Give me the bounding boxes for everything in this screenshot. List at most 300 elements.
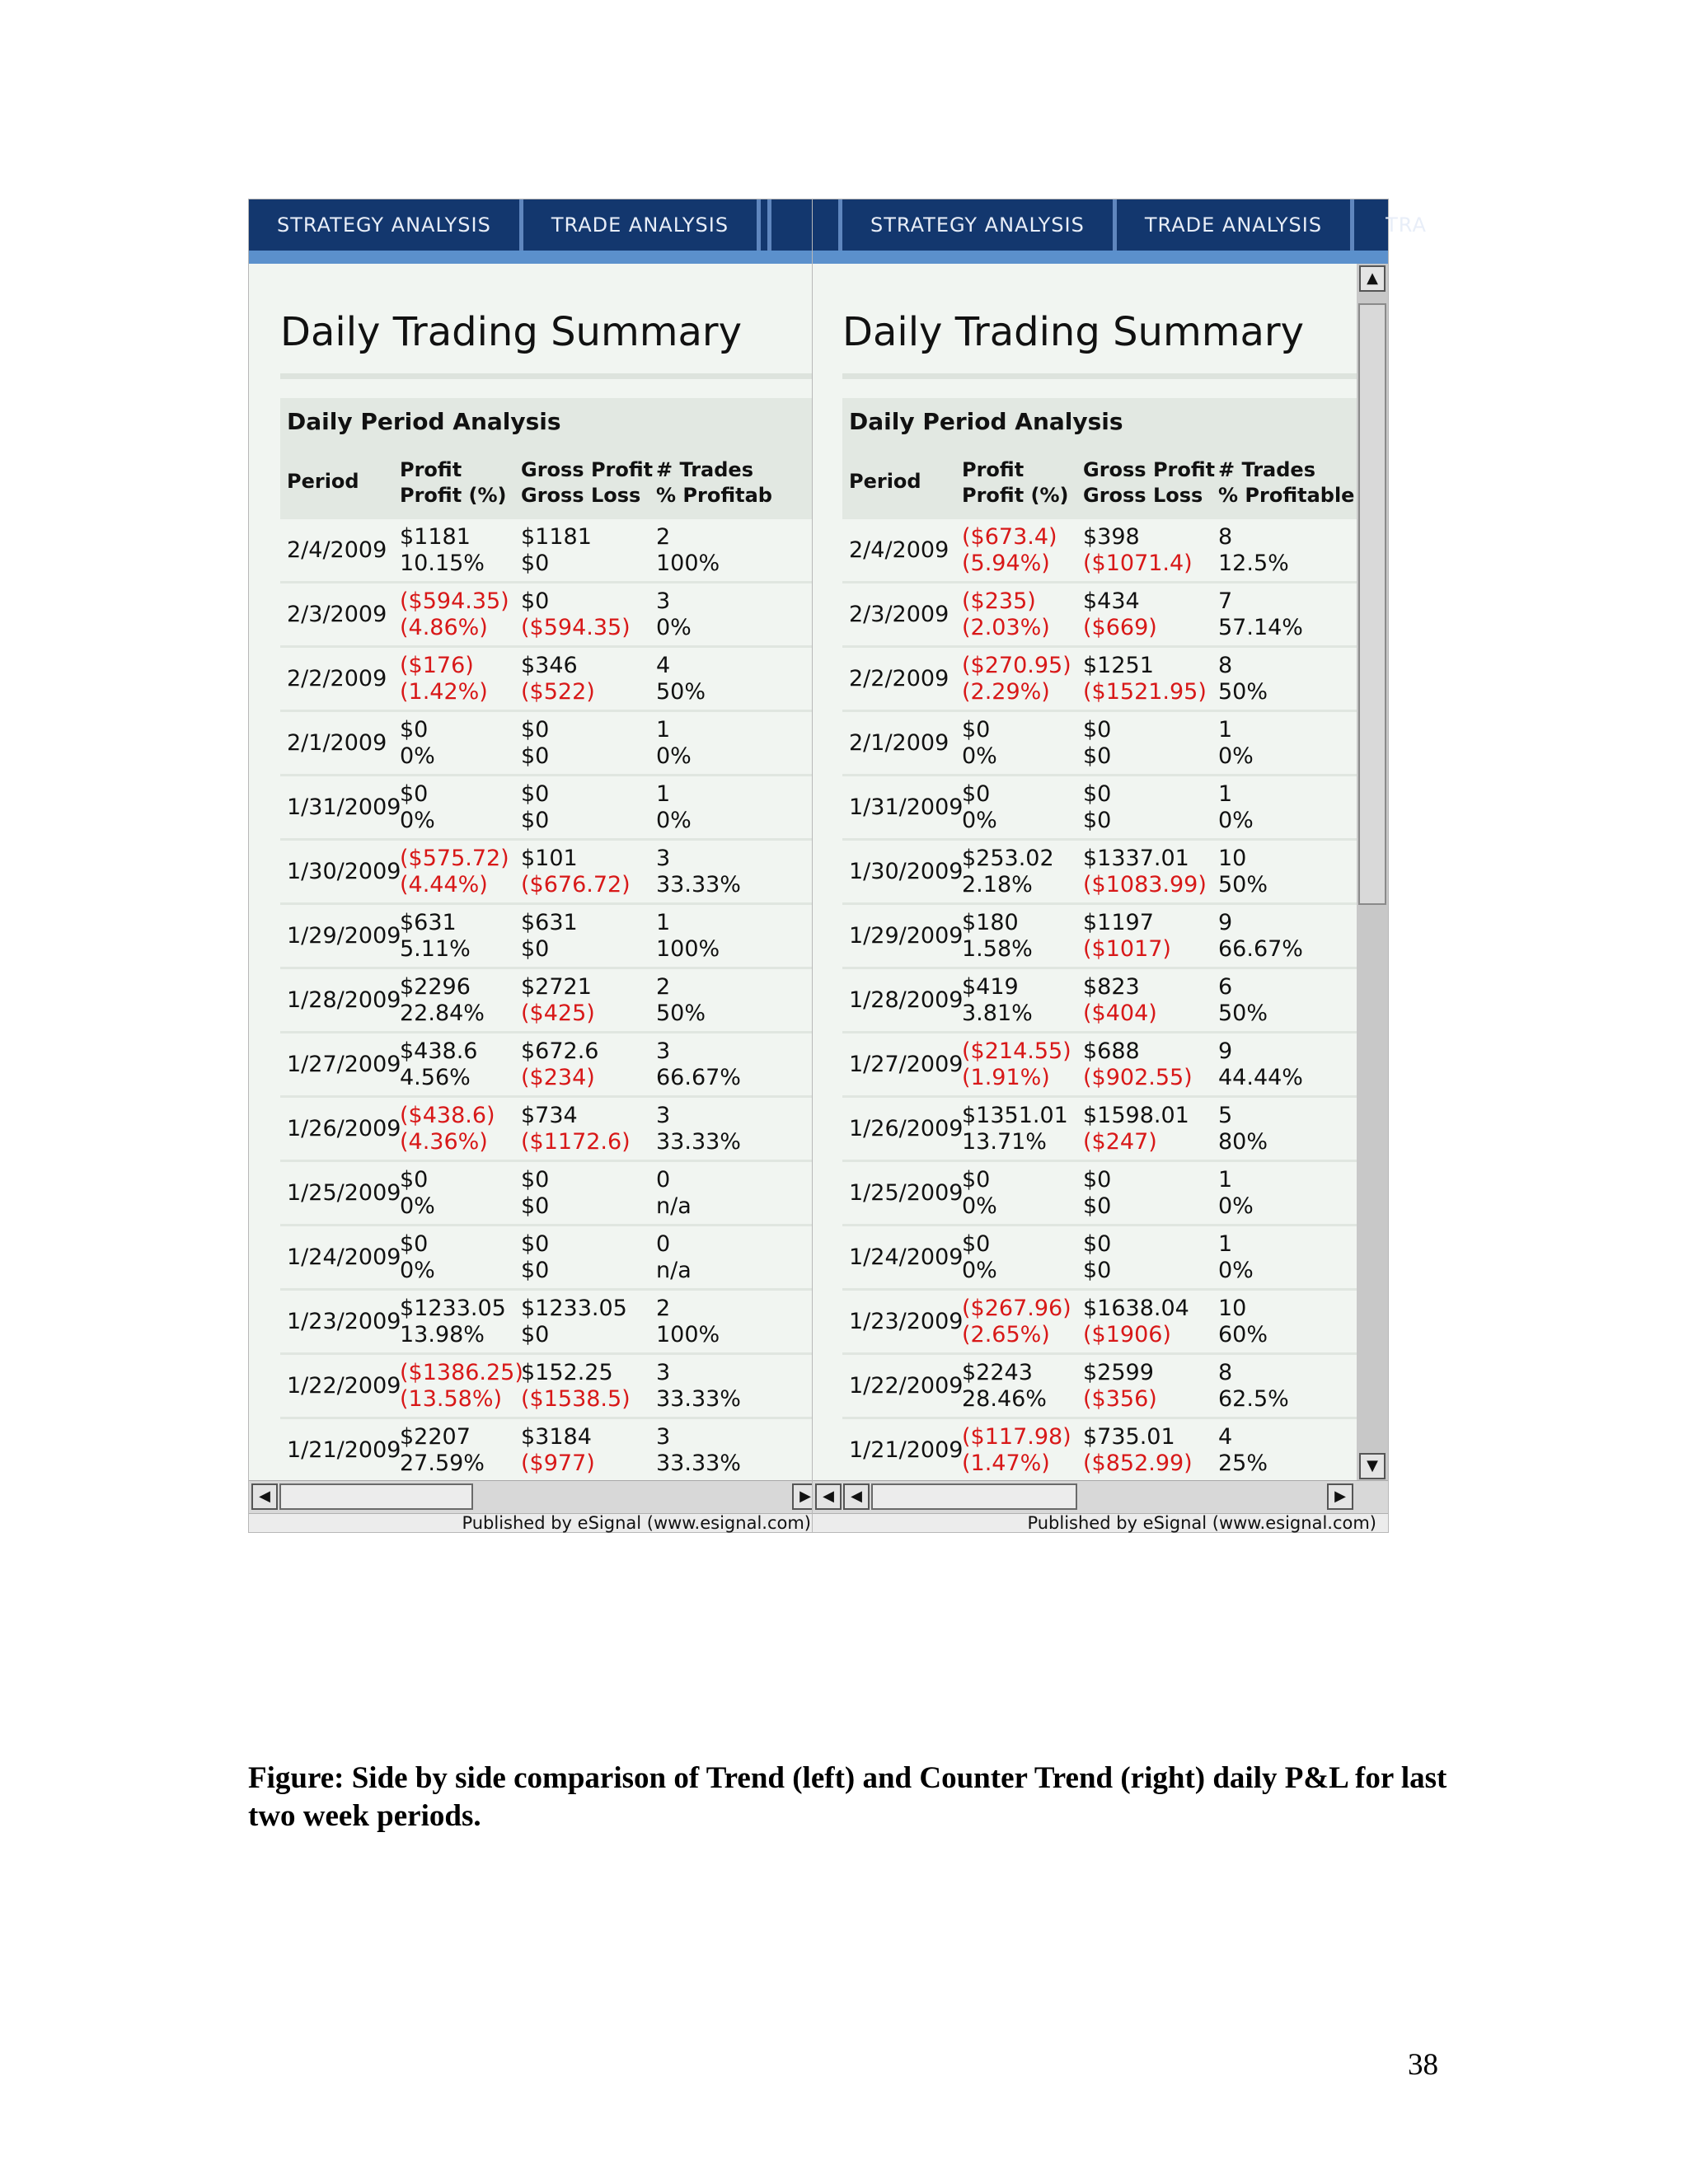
table-row [842,905,1358,969]
cell-profit [962,717,997,770]
cell-gross [1083,1424,1193,1477]
cell-trades [656,781,692,834]
cell-profit-pct: (1.91%) [962,1065,1050,1090]
section-header [280,398,823,449]
cell-gross-loss: ($1017) [1083,936,1171,962]
cell-gross-profit: $3184 [521,1424,592,1450]
scroll-thumb[interactable] [279,1483,473,1510]
cell-period: 2/2/2009 [849,666,950,691]
table-row [280,1033,823,1098]
cell-profit-pct: 0% [400,743,435,769]
cell-gross-loss: $0 [1083,808,1112,833]
cell-gross [1083,1231,1111,1284]
cell-trades: 1 [1218,1231,1233,1257]
cell-profit [962,524,1057,577]
cell-profit [400,524,485,577]
cell-profit: $0 [962,717,991,743]
cell-profit [962,974,1033,1027]
cell-trades: 1 [656,717,671,743]
cell-gross-profit: $2721 [521,974,592,1000]
table-row [280,1291,823,1355]
table-row [842,648,1358,712]
cell-gross [521,910,578,963]
tab-trade-analysis[interactable]: TRADE ANALYSIS [523,199,761,251]
cell-profit: $631 [400,910,457,935]
cell-profit-pct: 0% [962,1258,997,1283]
cell-pct-profitable: 0% [656,615,692,640]
cell-period: 1/23/2009 [287,1309,401,1334]
cell-period: 2/1/2009 [849,730,950,756]
cell-trades [1218,781,1254,834]
table-row [842,712,1358,776]
cell-gross-loss: ($669) [1083,615,1157,640]
cell-gross [1083,1167,1111,1220]
cell-gross [1083,1360,1157,1413]
cell-period: 1/25/2009 [849,1180,964,1206]
cell-trades: 1 [656,781,671,807]
cell-gross [521,1231,549,1284]
cell-profit [962,1231,997,1284]
cell-pct-profitable: 0% [656,743,692,769]
cell-profit: $180 [962,910,1019,935]
cell-pct-profitable: 33.33% [656,872,741,898]
cell-profit-pct: (1.42%) [400,679,488,705]
right-arrow-icon[interactable]: ▶ [792,1483,818,1510]
cell-gross-loss: $0 [521,936,550,962]
cell-trades: 8 [1218,524,1233,550]
cell-period: 1/31/2009 [287,794,401,820]
column-header-row [280,449,823,519]
right-arrow-icon[interactable]: ▶ [1327,1483,1353,1510]
cell-trades: 5 [1218,1103,1233,1128]
cell-profit: ($214.55) [962,1038,1071,1064]
cell-profit-pct: 10.15% [400,551,485,576]
col-pct-profitable: % Profitab [656,484,772,507]
cell-trades [656,1167,692,1220]
cell-gross-loss: ($1521.95) [1083,679,1207,705]
cell-profit-pct: 27.59% [400,1451,485,1476]
cell-profit-pct: (2.65%) [962,1322,1050,1347]
cell-trades [1218,1103,1268,1155]
cell-profit-pct: 22.84% [400,1001,485,1026]
cell-period: 1/22/2009 [849,1373,964,1399]
cell-period: 2/4/2009 [287,537,387,563]
cell-profit [400,846,509,898]
cell-gross-loss: ($522) [521,679,595,705]
cell-trades: 3 [656,1103,671,1128]
cell-trades [1218,974,1268,1027]
cell-trades: 2 [656,524,671,550]
cell-period: 1/30/2009 [287,859,401,884]
cell-profit [400,910,471,963]
cell-profit-pct: 4.56% [400,1065,471,1090]
cell-profit [400,1167,435,1220]
cell-gross-profit: $631 [521,910,578,935]
cell-gross-loss: ($247) [1083,1129,1157,1155]
cell-period: 1/27/2009 [849,1052,964,1077]
cell-gross [521,588,631,641]
title-divider [842,373,1358,379]
cell-gross [1083,1038,1193,1091]
cell-pct-profitable: 0% [1218,808,1254,833]
left-arrow-icon[interactable]: ◀ [843,1483,870,1510]
cell-gross-profit: $346 [521,653,578,678]
cell-period: 1/21/2009 [849,1437,964,1463]
cell-profit-pct: 3.81% [962,1001,1033,1026]
trend-window [248,199,822,1533]
cell-pct-profitable: 0% [656,808,692,833]
cell-profit [400,1360,523,1413]
cell-trades [1218,588,1303,641]
cell-gross-profit: $0 [1083,1231,1112,1257]
cell-profit: $1181 [400,524,471,550]
cell-profit-pct: (5.94%) [962,551,1050,576]
cell-trades: 9 [1218,1038,1233,1064]
tab-partial[interactable] [761,199,771,251]
left-arrow-icon[interactable]: ◀ [251,1483,278,1510]
cell-trades [1218,1038,1303,1091]
cell-trades: 3 [656,1360,671,1385]
cell-pct-profitable: 33.33% [656,1129,741,1155]
cell-profit-pct: 0% [400,1193,435,1219]
cell-gross [521,524,592,577]
cell-trades [656,588,692,641]
cell-gross [1083,781,1111,834]
cell-gross-profit: $0 [521,717,550,743]
cell-profit: $0 [962,1231,991,1257]
cell-trades: 3 [656,588,671,614]
table-row [280,648,823,712]
footer-credit [249,1513,821,1532]
cell-gross [521,1296,627,1348]
cell-gross [1083,974,1157,1027]
cell-profit: ($235) [962,588,1036,614]
title-divider [280,373,823,379]
cell-profit-pct: 13.71% [962,1129,1047,1155]
cell-period: 1/25/2009 [287,1180,401,1206]
cell-profit [962,910,1033,963]
tab-bar [813,199,1427,251]
table-row [842,969,1358,1033]
cell-profit: $419 [962,974,1019,1000]
scroll-thumb[interactable] [871,1483,1077,1510]
table-row [280,969,823,1033]
cell-profit-pct: 28.46% [962,1386,1047,1412]
left-arrow-icon[interactable]: ◀ [815,1483,842,1510]
cell-profit-pct: 2.18% [962,872,1033,898]
cell-trades [656,717,692,770]
cell-period: 1/31/2009 [849,794,964,820]
tab-clipped[interactable]: TRA [1386,213,1427,237]
cell-gross [521,717,549,770]
cell-trades: 1 [1218,717,1233,743]
cell-gross [1083,588,1157,641]
cell-profit: ($673.4) [962,524,1057,550]
cell-pct-profitable: 62.5% [1218,1386,1289,1412]
cell-profit [400,588,509,641]
cell-period: 1/23/2009 [849,1309,964,1334]
cell-profit [400,1038,477,1091]
cell-trades: 1 [1218,1167,1233,1193]
col-gross-profit: Gross Profit [1083,458,1216,481]
cell-pct-profitable: 0% [1218,743,1254,769]
cell-profit-pct: 0% [962,1193,997,1219]
cell-pct-profitable: 50% [1218,1001,1268,1026]
cell-gross-loss: ($1906) [1083,1322,1171,1347]
table-row [842,841,1358,905]
cell-gross-loss: ($902.55) [1083,1065,1193,1090]
cell-pct-profitable: 33.33% [656,1386,741,1412]
cell-profit: $2243 [962,1360,1033,1385]
vertical-scroll-thumb[interactable] [1358,303,1386,905]
col-period: Period [287,470,359,493]
cell-pct-profitable: 44.44% [1218,1065,1303,1090]
cell-profit: $0 [400,717,429,743]
counter-trend-window [812,199,1427,1533]
cell-profit: ($1386.25) [400,1360,523,1385]
cell-profit [962,1038,1071,1091]
cell-period: 1/29/2009 [849,923,964,949]
cell-profit: ($575.72) [400,846,509,871]
cell-pct-profitable: 80% [1218,1129,1268,1155]
cell-profit-pct: (2.29%) [962,679,1050,705]
cell-trades: 0 [656,1231,671,1257]
cell-gross [521,1360,631,1413]
cell-gross-profit: $672.6 [521,1038,599,1064]
cell-gross-loss: $0 [521,1193,550,1219]
cell-gross-profit: $1337.01 [1083,846,1189,871]
table-row [280,583,823,648]
cell-gross [521,974,595,1027]
cell-trades [656,1360,741,1413]
vertical-scrollbar[interactable] [1357,264,1388,1481]
table-row [842,776,1358,841]
cell-profit [962,1296,1071,1348]
cell-profit [400,653,488,705]
cell-profit: $0 [962,1167,991,1193]
cell-pct-profitable: 57.14% [1218,615,1303,640]
table-row [842,519,1358,583]
cell-trades [1218,910,1303,963]
cell-gross-loss: ($1083.99) [1083,872,1207,898]
cell-profit: ($267.96) [962,1296,1071,1321]
cell-trades [1218,1360,1289,1413]
cell-gross-loss: ($852.99) [1083,1451,1193,1476]
cell-profit: ($270.95) [962,653,1071,678]
cell-trades [656,974,706,1027]
cell-profit [400,1296,506,1348]
cell-profit: $2296 [400,974,471,1000]
cell-pct-profitable: 50% [1218,872,1268,898]
cell-pct-profitable: 0% [1218,1193,1254,1219]
tab-strip [813,251,1388,264]
cell-profit [400,1424,485,1477]
cell-trades: 3 [656,1424,671,1450]
tab-strategy-analysis[interactable]: STRATEGY ANALYSIS [842,199,1117,251]
cell-trades [656,846,741,898]
cell-period: 1/26/2009 [287,1116,401,1141]
cell-gross-profit: $0 [521,588,550,614]
cell-period: 1/21/2009 [287,1437,401,1463]
cell-gross-loss: ($594.35) [521,615,631,640]
col-profit: Profit [962,458,1025,481]
cell-gross-loss: $0 [521,1258,550,1283]
table-row [280,1226,823,1291]
cell-profit: $0 [962,781,991,807]
cell-profit [962,1167,997,1220]
cell-gross-profit: $1251 [1083,653,1154,678]
cell-gross-profit: $735.01 [1083,1424,1175,1450]
col-gross-loss: Gross Loss [1083,484,1203,507]
cell-period: 1/29/2009 [287,923,401,949]
table-row [842,1355,1358,1419]
cell-gross-profit: $101 [521,846,578,871]
cell-trades [1218,524,1289,577]
cell-profit: ($117.98) [962,1424,1071,1450]
report-content [249,264,821,1532]
cell-gross-profit: $398 [1083,524,1140,550]
cell-period: 2/1/2009 [287,730,387,756]
table-row [280,1098,823,1162]
cell-trades [1218,1296,1268,1348]
table-row [280,841,823,905]
cell-gross-profit: $0 [521,1167,550,1193]
cell-period: 2/4/2009 [849,537,950,563]
cell-pct-profitable: 66.67% [1218,936,1303,962]
cell-gross [1083,524,1193,577]
cell-profit-pct: (4.44%) [400,872,488,898]
tab-trade-analysis[interactable]: TRADE ANALYSIS [1117,199,1354,251]
cell-trades: 1 [1218,781,1233,807]
table-row [280,1162,823,1226]
figure-caption: Figure: Side by side comparison of Trend (left) and Counter Trend (right) daily P&L for last two week periods. [248,1761,1447,1833]
cell-gross-loss: $0 [521,743,550,769]
cell-gross-loss: ($1172.6) [521,1129,631,1155]
cell-profit: ($176) [400,653,474,678]
tab-partial-left[interactable] [813,199,842,251]
cell-pct-profitable: 60% [1218,1322,1268,1347]
cell-trades: 4 [1218,1424,1233,1450]
table-row [842,1419,1358,1483]
cell-trades: 4 [656,653,671,678]
cell-profit-pct: (4.36%) [400,1129,488,1155]
cell-profit-pct: 0% [400,808,435,833]
cell-gross-profit: $0 [1083,781,1112,807]
page-number: 38 [1408,2048,1438,2082]
cell-pct-profitable: 100% [656,936,720,962]
cell-period: 2/3/2009 [287,602,387,627]
cell-profit-pct: (13.58%) [400,1386,503,1412]
col-gross-loss: Gross Loss [521,484,641,507]
cell-gross-profit: $688 [1083,1038,1140,1064]
cell-profit-pct: 0% [962,808,997,833]
cell-gross-profit: $2599 [1083,1360,1154,1385]
cell-gross [521,781,549,834]
col-period: Period [849,470,921,493]
cell-gross-profit: $823 [1083,974,1140,1000]
cell-profit-pct: 1.58% [962,936,1033,962]
cell-profit [962,1360,1047,1413]
tab-strategy-analysis[interactable]: STRATEGY ANALYSIS [249,199,523,251]
cell-trades [656,1424,741,1477]
cell-pct-profitable: 12.5% [1218,551,1289,576]
cell-gross-profit: $1233.05 [521,1296,627,1321]
col-trades: # Trades [656,458,753,481]
page-title: Daily Trading Summary [280,309,743,355]
cell-trades [656,524,720,577]
cell-trades [656,1038,741,1091]
cell-profit: ($594.35) [400,588,509,614]
report-pane [249,264,821,1532]
cell-pct-profitable: 100% [656,1322,720,1347]
cell-gross-profit: $0 [1083,717,1112,743]
cell-gross-profit: $152.25 [521,1360,613,1385]
cell-profit [400,1103,495,1155]
footer-text: Published by eSignal (www.esignal.com) [1027,1513,1376,1533]
cell-gross-loss: ($356) [1083,1386,1157,1412]
report-pane [842,264,1357,1532]
cell-pct-profitable: 50% [656,679,706,705]
cell-trades: 3 [656,846,671,871]
col-trades: # Trades [1218,458,1315,481]
cell-gross-profit: $1181 [521,524,592,550]
cell-gross-loss: ($1071.4) [1083,551,1193,576]
cell-profit [962,781,997,834]
table-row [842,1291,1358,1355]
table-row [280,776,823,841]
cell-gross-profit: $1197 [1083,910,1154,935]
horizontal-scrollbar[interactable] [813,1480,1388,1514]
cell-trades [1218,1424,1268,1477]
cell-gross-loss: ($977) [521,1451,595,1476]
cell-profit: ($438.6) [400,1103,495,1128]
cell-gross [521,653,595,705]
cell-gross-profit: $0 [1083,1167,1112,1193]
cell-trades: 3 [656,1038,671,1064]
cell-period: 1/26/2009 [849,1116,964,1141]
cell-profit [400,1231,435,1284]
cell-profit [962,846,1054,898]
cell-pct-profitable: 0% [1218,1258,1254,1283]
cell-trades [656,910,720,963]
cell-gross [1083,910,1171,963]
tab-strip [249,251,821,264]
table-row [280,519,823,583]
cell-gross-profit: $0 [521,781,550,807]
cell-gross-loss: $0 [1083,743,1112,769]
cell-profit: $0 [400,781,429,807]
cell-profit [400,717,435,770]
horizontal-scrollbar[interactable] [249,1480,821,1514]
cell-pct-profitable: 25% [1218,1451,1268,1476]
page-title: Daily Trading Summary [842,309,1305,355]
cell-gross-loss: ($1538.5) [521,1386,631,1412]
cell-gross-loss: ($404) [1083,1001,1157,1026]
cell-trades [1218,717,1254,770]
column-header-row [842,449,1358,519]
cell-profit [400,781,435,834]
cell-gross-loss: $0 [1083,1258,1112,1283]
cell-trades [656,653,706,705]
cell-gross-loss: ($676.72) [521,872,631,898]
up-arrow-icon[interactable]: ▲ [1359,265,1386,292]
cell-period: 1/28/2009 [287,987,401,1013]
down-arrow-icon[interactable]: ▼ [1359,1453,1386,1479]
cell-trades: 9 [1218,910,1233,935]
cell-gross [521,846,631,898]
cell-gross-profit: $1638.04 [1083,1296,1189,1321]
table-row [842,1162,1358,1226]
